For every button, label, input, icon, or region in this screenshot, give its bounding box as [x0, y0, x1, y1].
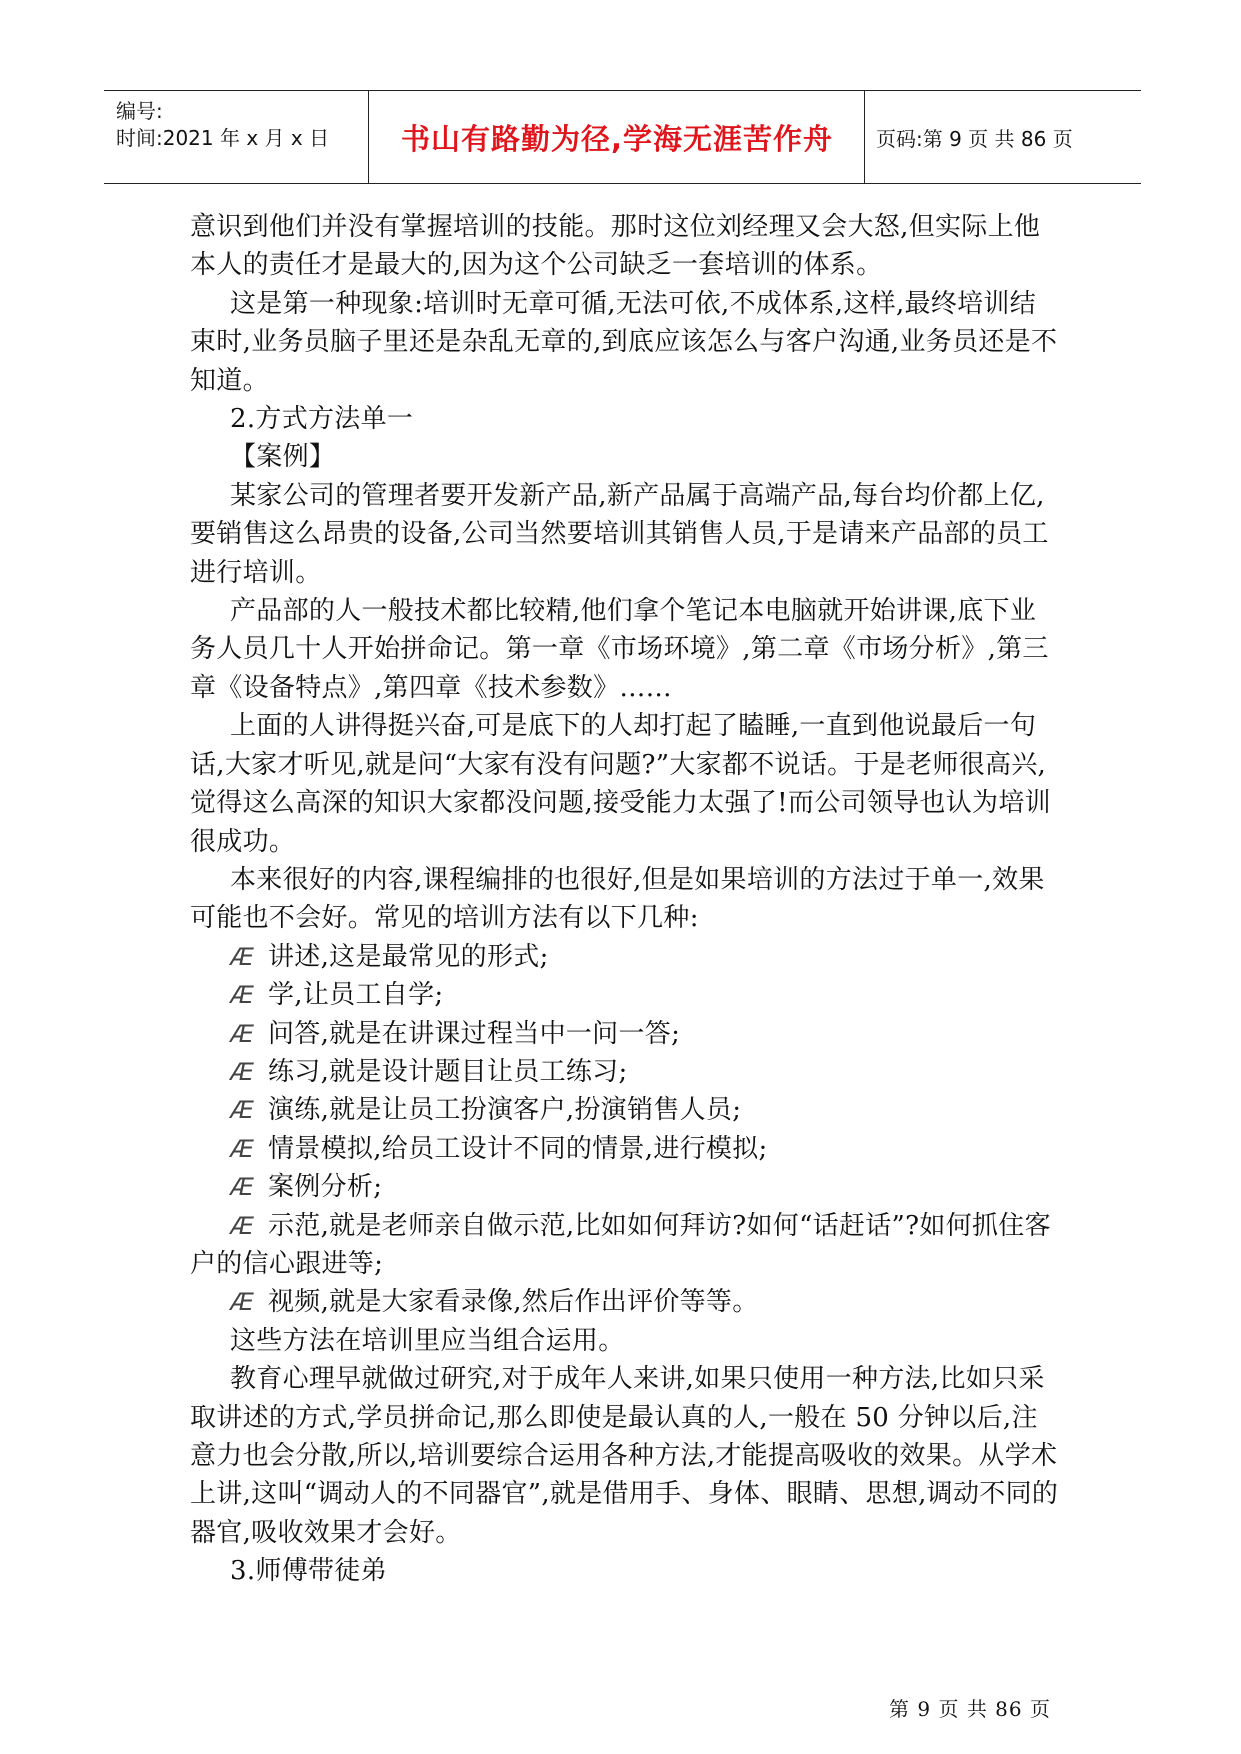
bullet-icon: Æ	[230, 942, 254, 971]
paragraph: 上面的人讲得挺兴奋,可是底下的人却打起了瞌睡,一直到他说最后一句话,大家才听见,就是问“大家有没有问题?”大家都不说话。于是老师很高兴,觉得这么高深的知识大家都没问题,接受能力太强了!而公司领导也认为培训很成功。	[190, 711, 1051, 857]
bullet-icon: Æ	[230, 1173, 254, 1202]
list-item	[190, 1207, 1060, 1284]
list-item	[190, 1283, 1060, 1321]
list-item-text: 问答,就是在讲课过程当中一问一答;	[268, 1018, 681, 1049]
bullet-icon: Æ	[230, 1288, 254, 1317]
paragraph: 本来很好的内容,课程编排的也很好,但是如果培训的方法过于单一,效果可能也不会好。常见的培训方法有以下几种:	[190, 864, 1045, 934]
bullet-icon: Æ	[230, 1096, 254, 1125]
list-item	[190, 976, 1060, 1014]
list-item-text: 案例分析;	[268, 1172, 383, 1203]
list-item	[190, 938, 1060, 976]
list-item	[190, 1130, 1060, 1168]
page-footer: 第 9 页 共 86 页	[889, 1697, 1051, 1721]
header-motto: 书山有路勤为径,学海无涯苦作舟	[370, 91, 865, 183]
bullet-icon: Æ	[230, 1134, 254, 1163]
list-item-text: 示范,就是老师亲自做示范,比如如何拜访?如何“话赶话”?如何抓住客户的信心跟进等;	[190, 1210, 1051, 1279]
list-item-text: 学,让员工自学;	[268, 980, 444, 1011]
bullet-icon: Æ	[230, 1211, 254, 1240]
section-heading: 3.师傅带徒弟	[230, 1556, 387, 1587]
paragraph: 这些方法在培训里应当组合运用。	[230, 1325, 625, 1356]
list-item-text: 情景模拟,给员工设计不同的情景,进行模拟;	[268, 1133, 768, 1164]
paragraph: 某家公司的管理者要开发新产品,新产品属于高端产品,每台均价都上亿,要销售这么昂贵的设备,公司当然要培训其销售人员,于是请来产品部的员工进行培训。	[190, 480, 1049, 588]
bullet-icon: Æ	[230, 1019, 254, 1048]
paragraph: 这是第一种现象:培训时无章可循,无法可依,不成体系,这样,最终培训结束时,业务员脑子里还是杂乱无章的,到底应该怎么与客户沟通,业务员还是不知道。	[190, 288, 1058, 396]
list-item	[190, 1015, 1060, 1053]
paragraph: 意识到他们并没有掌握培训的技能。那时这位刘经理又会大怒,但实际上他本人的责任才是最大的,因为这个公司缺乏一套培训的体系。	[190, 212, 1041, 281]
header-page-info: 页码:第 9 页 共 86 页	[876, 126, 1073, 151]
list-item	[190, 1168, 1060, 1206]
paragraph: 产品部的人一般技术都比较精,他们拿个笔记本电脑就开始讲课,底下业务人员几十人开始拼命记。第一章《市场环境》,第二章《市场分析》,第三章《设备特点》,第四章《技术参数》……	[190, 596, 1049, 703]
list-item-text: 视频,就是大家看录像,然后作出评价等等。	[268, 1287, 759, 1318]
document-time-label: 时间:2021 年 x 月 x 日	[116, 126, 330, 150]
section-heading: 2.方式方法单一	[230, 404, 414, 435]
list-item	[190, 1053, 1060, 1091]
document-number-label: 编号:	[116, 99, 163, 123]
list-item-text: 练习,就是设计题目让员工练习;	[268, 1056, 628, 1087]
list-item	[190, 1091, 1060, 1129]
case-label: 【案例】	[230, 442, 336, 473]
list-item-text: 演练,就是让员工扮演客户,扮演销售人员;	[268, 1095, 742, 1126]
bullet-icon: Æ	[230, 981, 254, 1010]
page-header	[104, 90, 1141, 184]
list-item-text: 讲述,这是最常见的形式;	[268, 941, 549, 972]
bullet-icon: Æ	[230, 1057, 254, 1086]
paragraph: 教育心理早就做过研究,对于成年人来讲,如果只使用一种方法,比如只采取讲述的方式,学员拼命记,那么即使是最认真的人,一般在 50 分钟以后,注意力也会分散,所以,培训要综合运用各种方法,才能提高吸收的效果。从学术上讲,这叫“调动人的不同器官”,就是借用手、身体、眼睛、思想,调动不同的器官,吸收效果才会好。	[190, 1364, 1059, 1548]
method-list	[190, 938, 1060, 1322]
document-body	[190, 208, 1060, 1591]
header-meta-cell	[104, 91, 369, 183]
